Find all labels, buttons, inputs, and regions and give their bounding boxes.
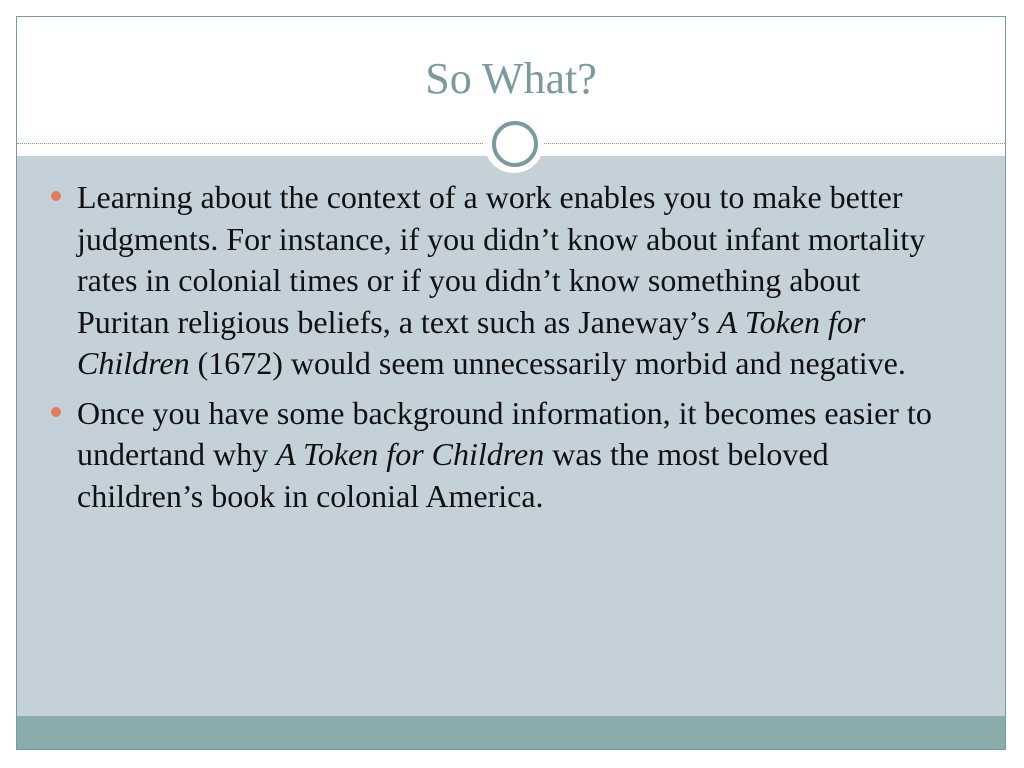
- bullet-text: Once you have some background information, it becomes easier to undertand why: [77, 394, 932, 472]
- bullet-dot-icon: [51, 191, 61, 201]
- footer-band: [17, 716, 1005, 750]
- book-title: A Token for Children: [276, 436, 545, 472]
- bullet-text: (1672) would seem unnecessarily morbid and negative.: [189, 345, 906, 381]
- bullet-text: was the most beloved children’s book in colonial America.: [77, 436, 829, 514]
- slide-frame: [16, 16, 1006, 750]
- circle-ornament-icon: [484, 113, 544, 173]
- bullet-item: [51, 177, 951, 385]
- bullet-text: Learning about the context of a work enables you to make better judgments. For instance, if you didn’t know about infant mortality rates in colonial times or if you didn’t know something about Puritan religious beliefs, a text such as Janeway’s: [77, 179, 926, 340]
- bullet-list: [51, 177, 951, 525]
- bullet-dot-icon: [51, 407, 61, 417]
- bullet-item: [51, 393, 951, 518]
- ring-icon: [492, 121, 538, 167]
- book-title: A Token for Children: [77, 303, 866, 381]
- slide-title: So What?: [425, 54, 597, 103]
